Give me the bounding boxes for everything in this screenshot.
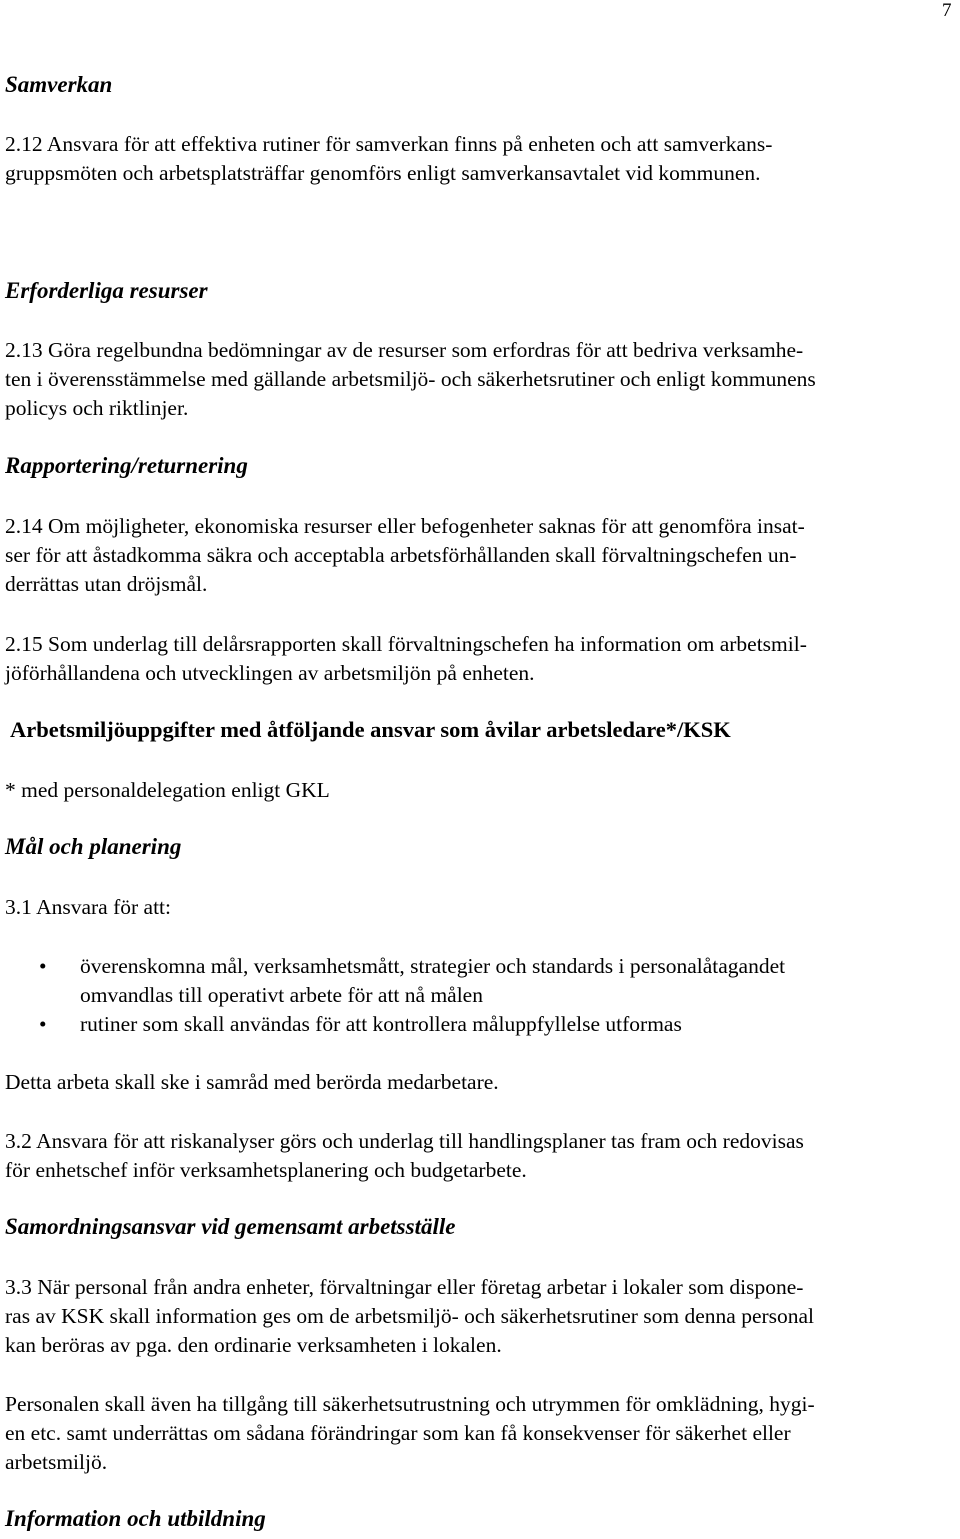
paragraph-detta [5, 1068, 960, 1097]
paragraph-line: för enhetschef inför verksamhetsplanering och budgetarbete. [5, 1158, 527, 1182]
paragraph-line: 3.1 Ansvara för att: [5, 895, 171, 919]
heading-rapportering: Rapportering/returnering [5, 453, 248, 478]
heading-mal-och-planering: Mål och planering [5, 834, 182, 859]
paragraph-line: 3.3 När personal från andra enheter, förvaltningar eller företag arbetar i lokaler som dispone- [5, 1275, 804, 1299]
paragraph-line: policys och riktlinjer. [5, 396, 189, 420]
heading-samordningsansvar: Samordningsansvar vid gemensamt arbetsställe [5, 1214, 456, 1239]
paragraph-line: 2.13 Göra regelbundna bedömningar av de resurser som erfordras för att bedriva verksamhe- [5, 338, 804, 362]
list-item-line: omvandlas till operativt arbete för att nå målen [80, 983, 483, 1007]
paragraph-line: derrättas utan dröjsmål. [5, 572, 208, 596]
bullet-icon: • [39, 1012, 47, 1036]
heading-information-och-utbildning: Information och utbildning [5, 1506, 266, 1531]
list-item [5, 952, 960, 1010]
list-item-line: rutiner som skall användas för att kontrollera måluppfyllelse utformas [80, 1012, 682, 1036]
paragraph-line: Detta arbeta skall ske i samråd med berörda medarbetare. [5, 1070, 499, 1094]
paragraph-personalen [5, 1390, 960, 1477]
paragraph-3-1 [5, 893, 960, 922]
paragraph-line: en etc. samt underrättas om sådana förändringar som kan få konsekvenser för säkerhet eller [5, 1421, 791, 1445]
paragraph-line: Personalen skall även ha tillgång till säkerhetsutrustning och utrymmen för omklädning, hygi- [5, 1392, 815, 1416]
paragraph-3-3 [5, 1273, 960, 1360]
footnote-personaldelegation [5, 776, 960, 805]
paragraph-line: gruppsmöten och arbetsplatsträffar genomförs enligt samverkansavtalet vid kommunen. [5, 161, 761, 185]
paragraph-line: arbetsmiljö. [5, 1450, 108, 1474]
heading-samverkan: Samverkan [5, 72, 113, 97]
paragraph-line: jöförhållandena och utvecklingen av arbetsmiljön på enheten. [5, 661, 535, 685]
paragraph-line: 2.12 Ansvara för att effektiva rutiner för samverkan finns på enheten och att samverkans- [5, 132, 773, 156]
bullet-list [5, 952, 960, 1039]
paragraph-line: * med personaldelegation enligt GKL [5, 778, 330, 802]
page-number: 7 [942, 0, 952, 21]
paragraph-2-14 [5, 512, 960, 599]
heading-erforderliga-resurser: Erforderliga resurser [5, 278, 208, 303]
list-item [5, 1010, 960, 1039]
paragraph-2-15 [5, 630, 960, 688]
bullet-icon: • [39, 954, 47, 978]
paragraph-line: kan beröras av pga. den ordinarie verksamheten i lokalen. [5, 1333, 502, 1357]
paragraph-line: 2.14 Om möjligheter, ekonomiska resurser eller befogenheter saknas för att genomföra insat- [5, 514, 805, 538]
paragraph-line: 3.2 Ansvara för att riskanalyser görs och underlag till handlingsplaner tas fram och redovisas [5, 1129, 804, 1153]
paragraph-2-12 [5, 130, 960, 188]
heading-arbetsmiljouppgifter: Arbetsmiljöuppgifter med åtföljande ansvar som åvilar arbetsledare*/KSK [10, 717, 731, 742]
paragraph-line: ten i överensstämmelse med gällande arbetsmiljö- och säkerhetsrutiner och enligt kommunens [5, 367, 816, 391]
paragraph-line: 2.15 Som underlag till delårsrapporten skall förvaltningschefen ha information om arbetsmil- [5, 632, 807, 656]
paragraph-line: ser för att åstadkomma säkra och acceptabla arbetsförhållanden skall förvaltningschefen un- [5, 543, 797, 567]
list-item-line: överenskomna mål, verksamhetsmått, strategier och standards i personalåtagandet [80, 954, 786, 978]
paragraph-line: ras av KSK skall information ges om de arbetsmiljö- och säkerhetsrutiner som denna personal [5, 1304, 815, 1328]
paragraph-2-13 [5, 336, 960, 423]
paragraph-3-2 [5, 1127, 960, 1185]
